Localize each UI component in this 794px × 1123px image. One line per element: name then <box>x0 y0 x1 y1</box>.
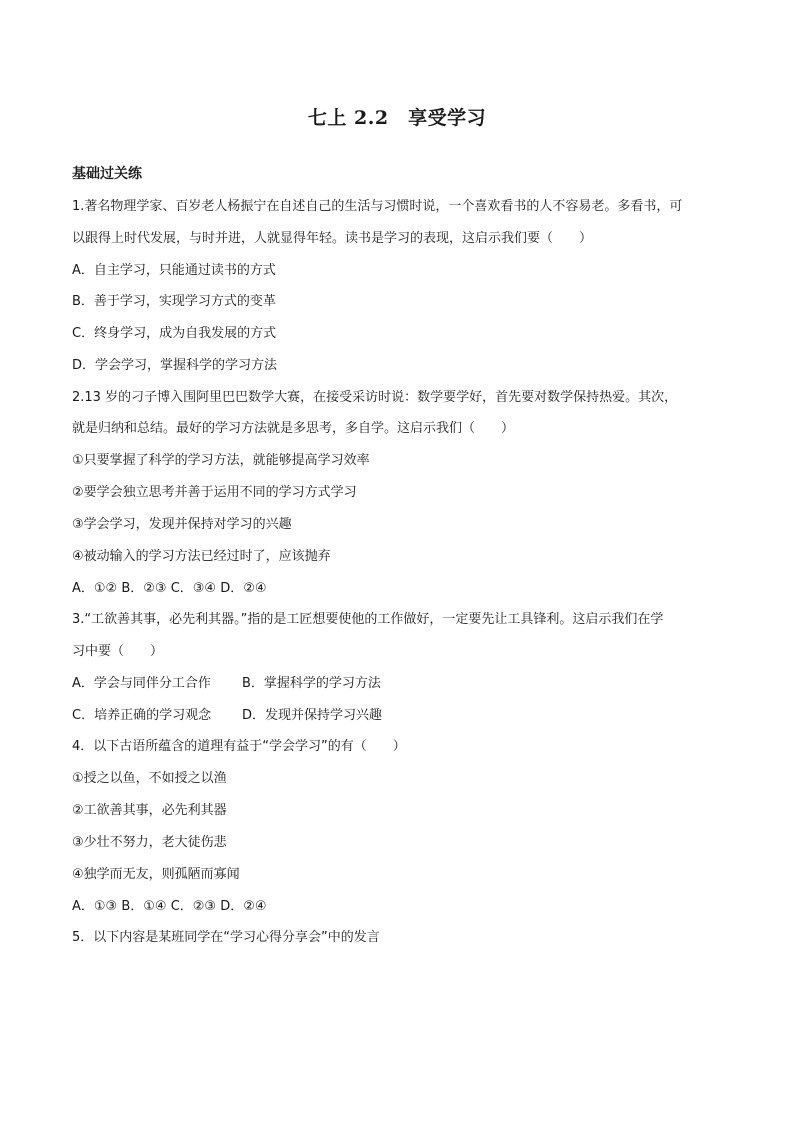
q4-stem: 4．以下古语所蕴含的道理有益于“学会学习”的有（ ） <box>72 739 406 754</box>
q1-stem-line2: 以跟得上时代发展，与时并进，人就显得年轻。读书是学习的表现，这启示我们要（ ） <box>72 231 593 246</box>
q2-stem-line2: 就是归纳和总结。最好的学习方法就是多思考，多自学。这启示我们（ ） <box>72 421 515 436</box>
q3-options-row1 <box>72 675 732 693</box>
q1-stem-line1: 1.著名物理学家、百岁老人杨振宁在自述自己的生活与习惯时说，一个喜欢看书的人不容易老。多看书，可 <box>72 199 683 214</box>
q1-option-b: B．善于学习，实现学习方式的变革 <box>72 294 276 309</box>
q2-statement-3: ③学会学习，发现并保持对学习的兴趣 <box>72 517 292 532</box>
q1-option-d: D．学会学习，掌握科学的学习方法 <box>72 358 278 373</box>
section-title: 基础过关练 <box>72 166 142 182</box>
q4-statement-1: ①授之以鱼，不如授之以渔 <box>72 771 227 786</box>
q4-statement-3: ③少壮不努力，老大徒伤悲 <box>72 835 227 850</box>
q1-option-a: A．自主学习，只能通过读书的方式 <box>72 263 276 278</box>
q5-stem: 5．以下内容是某班同学在“学习心得分享会”中的发言 <box>72 930 380 945</box>
q4-statement-2: ②工欲善其事，必先利其器 <box>72 803 227 818</box>
q2-stem-line1: 2.13 岁的刁子博入围阿里巴巴数学大赛，在接受采访时说：数学要学好，首先要对数学保持热爱。其次， <box>72 390 678 405</box>
q4-statement-4: ④独学而无友，则孤陋而寡闻 <box>72 867 240 882</box>
q3-stem-line1: 3.“工欲善其事，必先利其器。”指的是工匠想要使他的工作做好，一定要先让工具锋利。这启示我们在学 <box>72 612 664 627</box>
q2-statement-4: ④被动输入的学习方法已经过时了，应该抛弃 <box>72 549 331 564</box>
q3-option-c: C．培养正确的学习观念 <box>72 708 212 723</box>
q3-stem-line2: 习中要（ ） <box>72 644 164 659</box>
q3-option-d: D．发现并保持学习兴趣 <box>242 708 383 723</box>
q3-options-row2 <box>72 707 732 725</box>
q2-options: A．①② B．②③ C．③④ D．②④ <box>72 581 267 596</box>
page-title: 七上 2.2 享受学习 <box>307 107 487 129</box>
q3-option-a: A．学会与同伴分工合作 <box>72 676 211 691</box>
q2-statement-1: ①只要掌握了科学的学习方法，就能够提高学习效率 <box>72 453 370 468</box>
q2-statement-2: ②要学会独立思考并善于运用不同的学习方式学习 <box>72 485 357 500</box>
q3-option-b: B．掌握科学的学习方法 <box>242 676 381 691</box>
q1-option-c: C．终身学习，成为自我发展的方式 <box>72 326 277 341</box>
q4-options: A．①③ B．①④ C．②③ D．②④ <box>72 899 267 914</box>
